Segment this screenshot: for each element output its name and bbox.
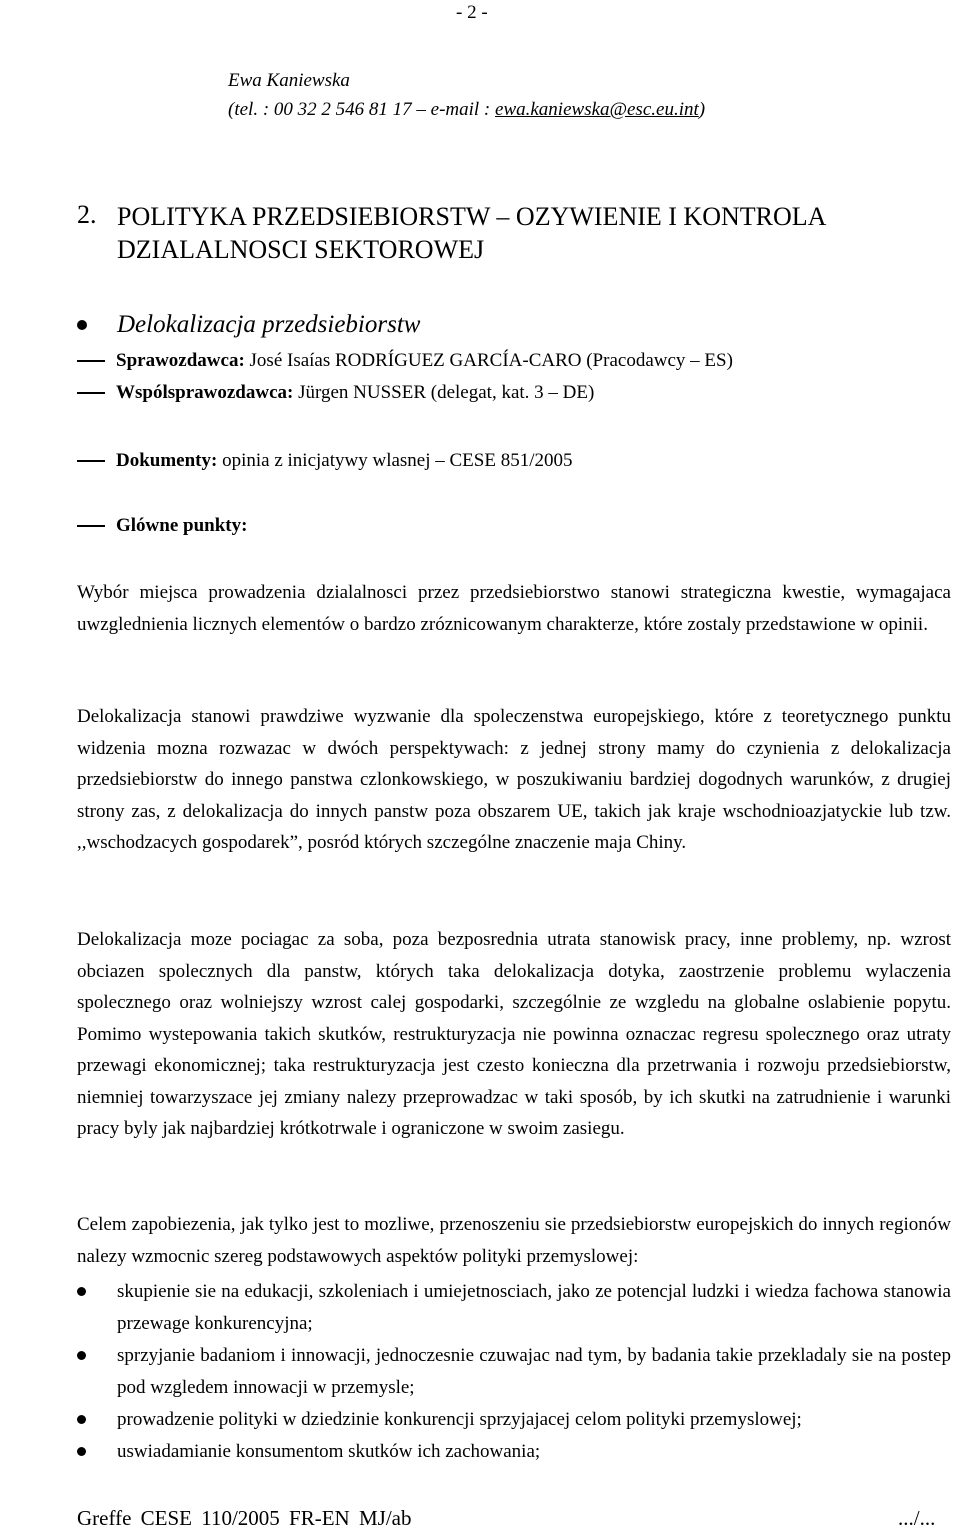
contact-details (228, 99, 705, 121)
corapporteur-value: Jürgen NUSSER (delegat, kat. 3 – DE) (298, 382, 595, 403)
contact-email-link[interactable]: ewa.kaniewska@esc.eu.int (495, 99, 699, 120)
list-item (77, 1404, 951, 1436)
dash-icon (77, 460, 105, 462)
dash-icon (77, 392, 105, 394)
rapporteur-value: José Isaías RODRÍGUEZ GARCÍA-CARO (Pracodawcy – ES) (249, 350, 733, 371)
rapporteur-line (77, 350, 937, 372)
bullet-icon (77, 1351, 86, 1360)
corapporteur-line (77, 382, 937, 404)
contact-closing: ) (698, 99, 706, 120)
main-points-label: Glówne punkty: (116, 515, 248, 536)
paragraph: Wybór miejsca prowadzenia dzialalnosci przez przedsiebiorstwo stanowi strategiczna kwestie, wymagajaca uwzglednienia licznych elementów o bardzo zróznicowanym charakterze, które zostaly przedstawione w opinii. (77, 582, 951, 635)
main-points-line (77, 515, 937, 537)
bullet-icon (77, 1447, 86, 1456)
list-item-text: skupienie sie na edukacji, szkoleniach i umiejetnosciach, jako ze potencjal ludzki i wiedza fachowa stanowia przewage konkurencyjna; (117, 1281, 951, 1334)
footer-continuation: .../... (898, 1506, 936, 1530)
dash-icon (77, 360, 105, 362)
paragraph: Delokalizacja moze pociagac za soba, poza bezposrednia utrata stanowisk pracy, inne problemy, np. wzrost obciazen spolecznych dla panstw, których taka delokalizacja dotyka, zaostrzenie problemu wylaczenia spolecznego oraz wolniejszy wzrost calej gospodarki, szczególnie ze wzgledu na globalne oslabienie popytu. Pomimo wystepowania takich skutków, restrukturyzacja nie powinna oznaczac regresu spolecznego oraz utraty przewagi ekonomicznej; taka restrukturyzacja jest czesto konieczna dla przetrwania i rozwoju przedsiebiorstw, niemniej towarzyszace jej zmiany nalezy przeprowadzac w taki sposób, by ich skutki na zatrudnienie i warunki pracy byly jak najbardziej krótkotrwale i ograniczone w swoim zasiegu. (77, 929, 951, 1139)
bullet-icon (77, 1287, 86, 1296)
dash-icon (77, 525, 105, 527)
paragraph: Delokalizacja stanowi prawdziwe wyzwanie dla spoleczenstwa europejskiego, które z teoretycznego punktu widzenia mozna rozwazac w dwóch perspektywach: z jednej strony mamy do czynienia z delokalizacja przedsiebiorstw do innego panstwa czlonkowskiego, w poszukiwaniu bardziej dogodnych warunków, z drugiej strony zas, z delokalizacja do innych panstw poza obszarem UE, takich jak kraje wschodnioazjatyckie lub tzw. ,,wschodzacych gospodarek”, posród których szczególne znaczenie maja Chiny. (77, 706, 951, 853)
list-item-text: sprzyjanie badaniom i innowacji, jednoczesnie czuwajac nad tym, by badania takie przekladaly sie na postep pod wzgledem innowacji w przemysle; (117, 1345, 951, 1398)
corapporteur-label: Wspólsprawozdawca: (116, 382, 294, 403)
page-number: - 2 - (456, 2, 488, 23)
list-item (77, 1340, 951, 1403)
section-title: POLITYKA PRZEDSIEBIORSTW – OZYWIENIE I KONTROLA DZIALALNOSCI SEKTOROWEJ (117, 202, 825, 264)
rapporteur-label: Sprawozdawca: (116, 350, 245, 371)
list-item-text: prowadzenie polityki w dziedzinie konkurencji sprzyjajacej celom polityki przemyslowej; (117, 1409, 802, 1430)
list-item (77, 1436, 951, 1468)
bullet-icon (77, 1415, 86, 1424)
documents-line (77, 450, 937, 472)
paragraph: Celem zapobiezenia, jak tylko jest to mozliwe, przenoszeniu sie przedsiebiorstw europejskich do innych regionów nalezy wzmocnic szereg podstawowych aspektów polityki przemyslowej: (77, 1214, 951, 1267)
contact-phone: (tel. : 00 32 2 546 81 17 – e-mail : (228, 99, 496, 120)
topic-title: Delokalizacja przedsiebiorstw (117, 311, 421, 338)
footer-reference: Greffe CESE 110/2005 FR-EN MJ/ab (77, 1506, 412, 1530)
contact-name: Ewa Kaniewska (228, 70, 350, 91)
documents-value: opinia z inicjatywy wlasnej – CESE 851/2005 (222, 450, 573, 471)
list-item (77, 1276, 951, 1339)
section-number: 2. (77, 200, 97, 229)
documents-label: Dokumenty: (116, 450, 218, 471)
topic-bullet-icon (77, 320, 87, 330)
list-item-text: uswiadamianie konsumentom skutków ich zachowania; (117, 1441, 541, 1462)
